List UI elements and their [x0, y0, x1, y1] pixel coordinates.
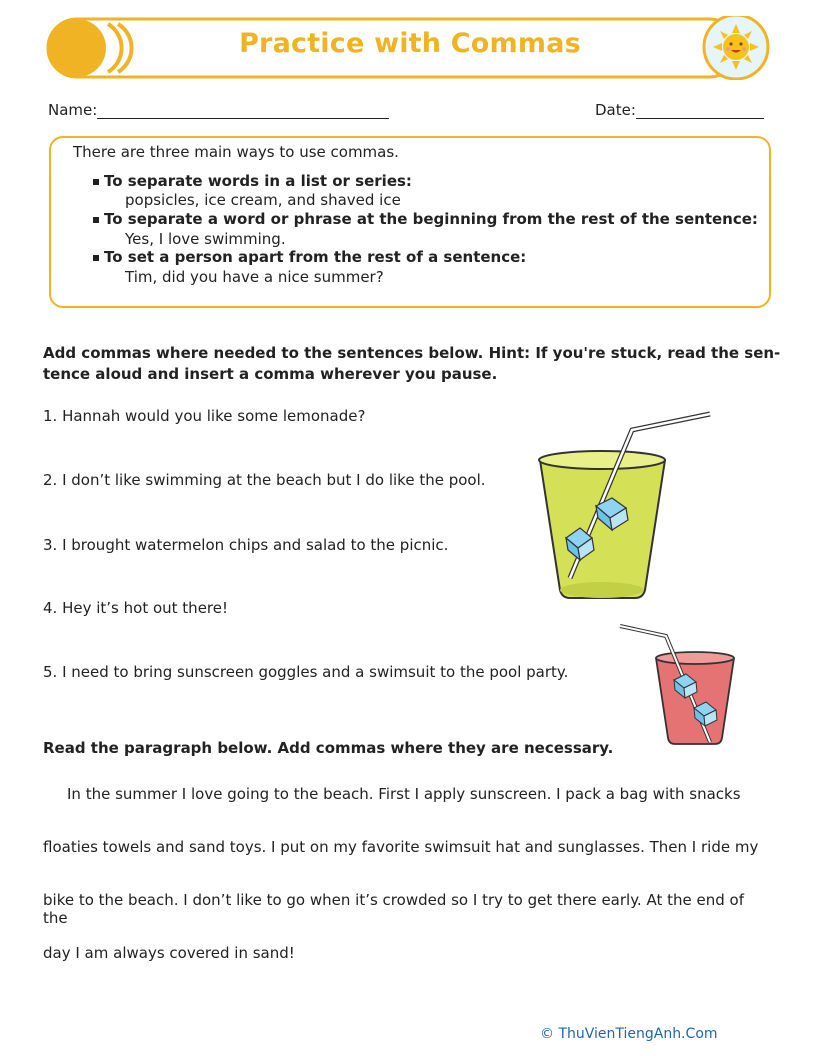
exercise-sentence: 2. I don’t like swimming at the beach but I do like the pool. [43, 471, 486, 489]
paragraph-line: bike to the beach. I don’t like to go when it’s crowded so I try to get there early. At the end of the [43, 891, 744, 927]
paragraph-line: In the summer I love going to the beach. First I apply sunscreen. I pack a bag with snacks [67, 785, 741, 803]
part1-instruction: Add commas where needed to the sentences below. Hint: If you're stuck, read the sen- [43, 344, 781, 362]
name-line[interactable] [97, 104, 389, 119]
bullet-icon [93, 179, 99, 185]
footer-credit[interactable]: © ThuVienTiengAnh.Com [540, 1026, 718, 1042]
rule-example: popsicles, ice cream, and shaved ice [125, 191, 401, 209]
bullet-icon [93, 217, 99, 223]
name-field[interactable] [48, 101, 389, 119]
paragraph-line: day I am always covered in sand! [43, 944, 295, 962]
smiling-sun-icon [704, 16, 768, 79]
part2-instruction: Read the paragraph below. Add commas where they are necessary. [43, 739, 614, 757]
pink-drink-glass-icon [618, 620, 740, 750]
exercise-sentence: 4. Hey it’s hot out there! [43, 599, 228, 617]
exercise-sentence: 5. I need to bring sunscreen goggles and a swimsuit to the pool party. [43, 663, 569, 681]
rule-heading: To set a person apart from the rest of a sentence: [104, 248, 526, 266]
date-field[interactable] [595, 101, 764, 119]
rules-intro: There are three main ways to use commas. [73, 143, 399, 161]
date-line[interactable] [636, 104, 764, 119]
rule-heading: To separate a word or phrase at the beginning from the rest of the sentence: [104, 210, 758, 228]
paragraph-line: floaties towels and sand toys. I put on my favorite swimsuit hat and sunglasses. Then I ride my [43, 838, 759, 856]
rule-example: Yes, I love swimming. [125, 230, 286, 248]
exercise-sentence: 3. I brought watermelon chips and salad to the picnic. [43, 536, 449, 554]
part1-instruction: tence aloud and insert a comma wherever you pause. [43, 365, 498, 383]
rule-heading: To separate words in a list or series: [104, 172, 412, 190]
lemonade-glass-icon [530, 408, 715, 603]
rule-example: Tim, did you have a nice summer? [125, 268, 384, 286]
name-label: Name: [48, 101, 98, 119]
page-title: Practice with Commas [239, 28, 581, 59]
date-label: Date: [595, 101, 636, 119]
bullet-icon [93, 255, 99, 261]
exercise-sentence: 1. Hannah would you like some lemonade? [43, 407, 366, 425]
